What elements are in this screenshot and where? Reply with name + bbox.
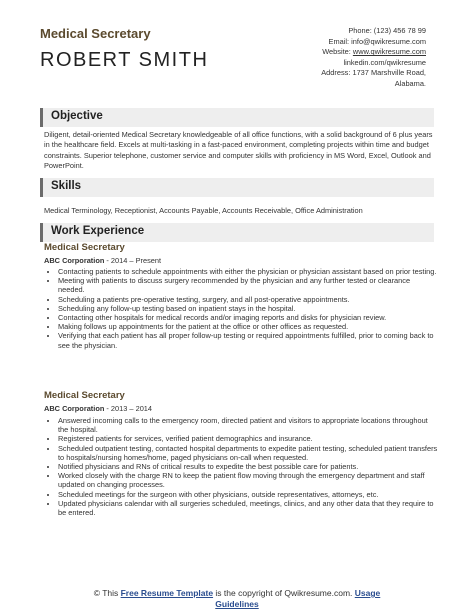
job-1-title: Medical Secretary (44, 242, 125, 253)
footer-line-1 (0, 588, 474, 599)
resume-header (0, 0, 474, 90)
job-2-dates: - 2013 – 2014 (104, 404, 153, 413)
job-1-bullets (44, 267, 438, 350)
list-item: • Registered patients for services, verified patient demographics and insurance. (58, 434, 438, 443)
list-item: • Scheduling any follow-up testing based on inpatient stays in the hospital. (58, 304, 438, 313)
job-1-dates: - 2014 – Present (104, 256, 162, 265)
objective-text: Diligent, detail-oriented Medical Secretary knowledgeable of all office functions, with a solid background of 6 plus years in the healthcare field. Excels at multi-tasking in a fast-paced environment, completing projects within time and budget constraints. Superior telephone, customer service and computer skills with proficiency in MS Word, Excel, Outlook and PowerPoint. (44, 130, 433, 171)
job-2-bullets (44, 416, 438, 517)
list-item: • Notified physicians and RNs of critical results to expedite the best possible care for patients. (58, 462, 438, 471)
address-line-1: Address: 1737 Marshville Road, (321, 68, 426, 78)
address-line-2: Alabama. (394, 78, 426, 88)
guidelines-link[interactable]: Guidelines (215, 598, 259, 609)
contact-block (226, 26, 426, 90)
list-item: • Scheduling a patients pre-operative testing, surgery, and all post-operative appointments. (58, 295, 438, 304)
work-heading: Work Experience (51, 225, 145, 237)
email: Email: info@qwikresume.com (328, 36, 426, 46)
job-title: Medical Secretary (40, 26, 151, 41)
list-item: • Verifying that each patient has all proper follow-up testing or required appointments fulfilled, prior to coming back to see the physician. (58, 331, 438, 349)
usage-link[interactable]: Usage (354, 588, 381, 598)
list-item: • Updated physicians calendar with all surgeries scheduled, meetings, clinics, and any other data that they require to be entered. (58, 499, 438, 517)
footer-line-2 (0, 599, 474, 610)
linkedin: linkedin.com/qwikresume (343, 57, 426, 67)
list-item: • Worked closely with the charge RN to keep the patient flow moving through the emergency department and staff updated on changing processes. (58, 471, 438, 489)
phone: Phone: (123) 456 78 99 (348, 26, 426, 35)
website-line (226, 47, 426, 58)
list-item: • Meeting with patients to discuss surgery recommended by the physician and any further tested or clearance needed. (58, 276, 438, 294)
objective-heading: Objective (51, 110, 103, 122)
job-1-company: ABC Corporation (44, 256, 105, 265)
list-item: • Contacting other hospitals for medical records and/or imaging reports and disks for physician review. (58, 313, 438, 322)
skills-heading-bar (40, 178, 434, 197)
job-2-company: ABC Corporation (44, 404, 105, 413)
footer (0, 588, 474, 609)
list-item: • Making follows up appointments for the patient at the office or other offices as requested. (58, 322, 438, 331)
list-item: • Answered incoming calls to the emergency room, directed patient and visitors to appropriate locations throughout the hospital. (58, 416, 438, 434)
list-item: • Contacting patients to schedule appointments with either the physician or physician assistant based on prior testing. (58, 267, 438, 276)
job-1-company-line (44, 256, 161, 265)
free-resume-template-link[interactable]: Free Resume Template (120, 588, 214, 598)
website-link[interactable]: www.qwikresume.com (352, 47, 426, 57)
job-2-company-line (44, 404, 152, 413)
list-item: • Scheduled outpatient testing, contacted hospital departments to expedite patient testing, scheduled patient transfers to hospitals/nursing homes/home, paged physicians on-call when requested. (58, 444, 438, 462)
job-2-title: Medical Secretary (44, 390, 125, 401)
candidate-name: ROBERT SMITH (40, 49, 209, 71)
objective-heading-bar (40, 108, 434, 127)
footer-prefix: © This (93, 588, 121, 598)
footer-middle: is the copyright of Qwikresume.com. (213, 588, 355, 598)
work-heading-bar (40, 223, 434, 242)
website-label: Website: (322, 47, 353, 57)
skills-heading: Skills (51, 180, 82, 192)
skills-text: Medical Terminology, Receptionist, Accounts Payable, Accounts Receivable, Office Administration (44, 206, 363, 215)
list-item: • Scheduled meetings for the surgeon with other physicians, outside representatives, attorneys, etc. (58, 490, 438, 499)
